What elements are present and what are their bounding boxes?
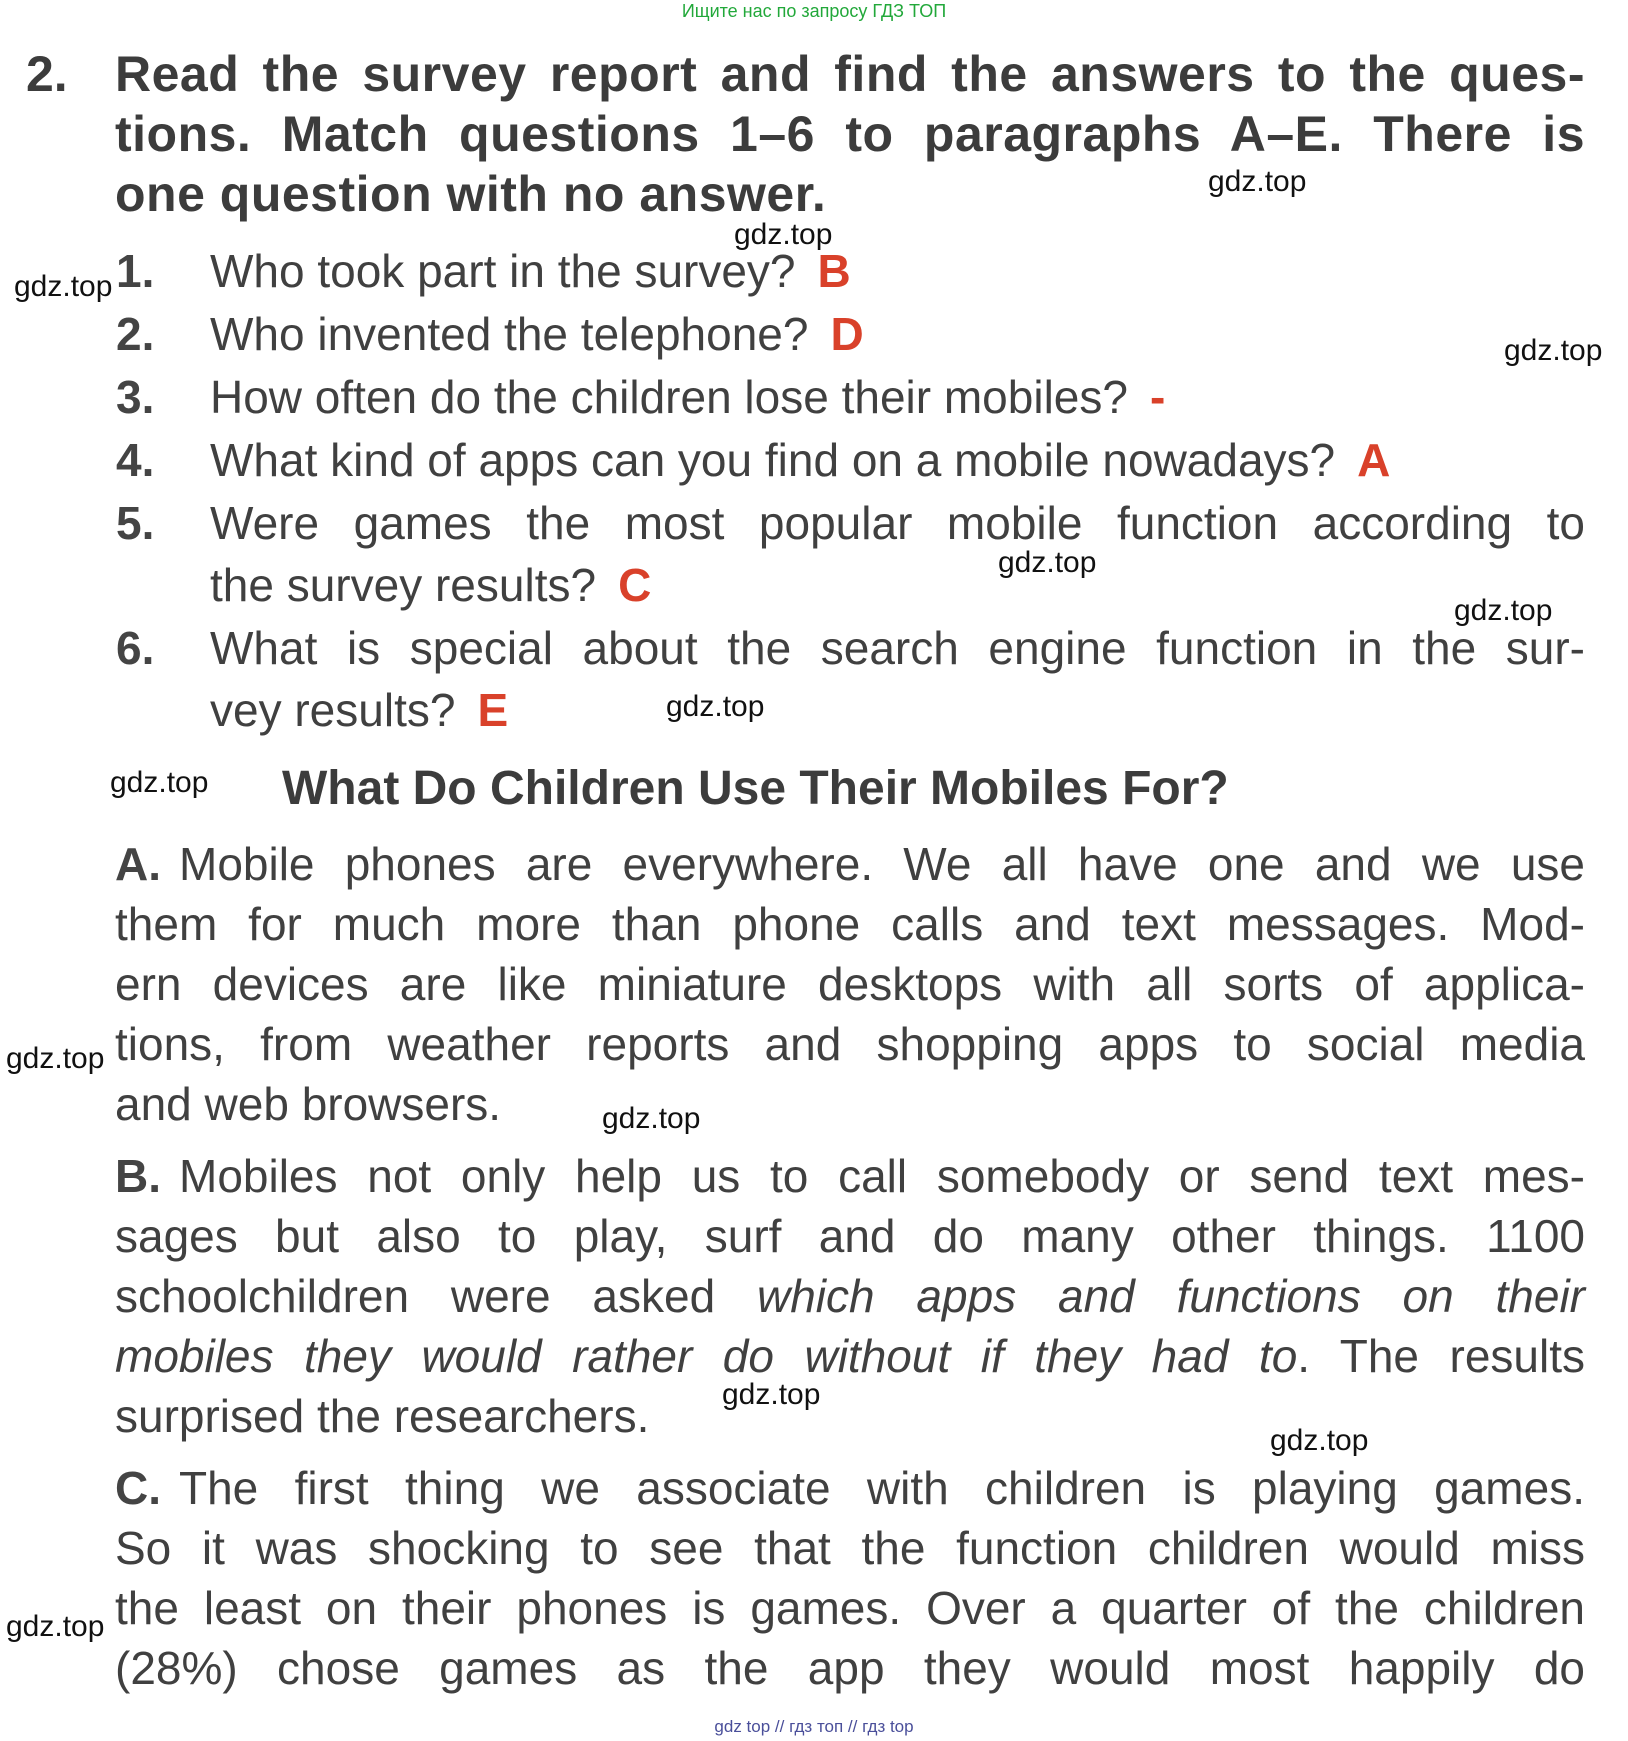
watermark: gdz.top	[1504, 334, 1603, 367]
paragraph-c	[115, 1458, 1585, 1698]
question-line: How often do the children lose their mobiles?	[210, 371, 1128, 423]
question-line: Were games the most popular mobile function according to	[210, 497, 1585, 549]
watermark: gdz.top	[110, 766, 209, 799]
paragraph-line: tions, from weather reports and shopping apps to social media	[115, 1018, 1585, 1070]
paragraph-line	[115, 1146, 1585, 1206]
paragraph-line: them for much more than phone calls and text messages. Mod-	[115, 898, 1585, 950]
paragraph-line: ern devices are like miniature desktops with all sorts of applica-	[115, 958, 1585, 1010]
search-hint-banner: Ищите нас по запросу ГДЗ ТОП	[681, 1, 947, 21]
answer-letter: B	[817, 245, 851, 297]
question-number: 3.	[116, 371, 155, 423]
article-title: What Do Children Use Their Mobiles For?	[282, 762, 1229, 815]
question-number: 1.	[116, 245, 155, 297]
question-number: 5.	[116, 497, 155, 549]
question-number: 4.	[116, 434, 155, 486]
watermark: gdz.top	[734, 218, 833, 251]
survey-question-italic: which apps and functions on their	[757, 1270, 1585, 1322]
paragraph-text: The first thing we associate with children is playing games.	[179, 1462, 1585, 1514]
watermark: gdz.top	[1270, 1424, 1369, 1457]
watermark: gdz.top	[998, 546, 1097, 579]
footer-note: gdz top // гдз топ // гдз top	[714, 1717, 914, 1736]
paragraph-line	[115, 1266, 1585, 1326]
paragraph-letter: C.	[115, 1462, 161, 1514]
paragraph-line: the least on their phones is games. Over a quarter of the children	[115, 1582, 1585, 1634]
watermark: gdz.top	[666, 690, 765, 723]
task-heading-line: one question with no answer.	[115, 166, 827, 222]
paragraph-line	[115, 834, 1585, 894]
question-line: What kind of apps can you find on a mobile nowadays?	[210, 434, 1336, 486]
watermark: gdz.top	[722, 1378, 821, 1411]
question-text	[210, 492, 1585, 616]
paragraph-text: schoolchildren were asked	[115, 1270, 757, 1322]
question-text	[210, 617, 1585, 741]
answer-letter: C	[618, 559, 652, 611]
paragraph-text: . The results	[1297, 1330, 1585, 1382]
paragraph-line	[115, 1458, 1585, 1518]
question-line: Who took part in the survey?	[210, 245, 796, 297]
watermark: gdz.top	[6, 1042, 105, 1075]
question-number: 6.	[116, 622, 155, 674]
paragraph-line: and web browsers.	[115, 1078, 502, 1130]
answer-letter: D	[830, 308, 864, 360]
answer-letter: -	[1149, 371, 1166, 423]
paragraph-text: Mobiles not only help us to call somebody or send text mes-	[179, 1150, 1585, 1202]
paragraph-line: So it was shocking to see that the function children would miss	[115, 1522, 1585, 1574]
answer-letter: A	[1357, 434, 1391, 486]
paragraph-text: Mobile phones are everywhere. We all have one and we use	[179, 838, 1585, 890]
question-number: 2.	[116, 308, 155, 360]
question-line: the survey results?	[210, 559, 597, 611]
paragraph-letter: A.	[115, 838, 161, 890]
watermark: gdz.top	[14, 270, 113, 303]
question-line: What is special about the search engine function in the sur-	[210, 622, 1585, 674]
task-number: 2.	[26, 46, 68, 102]
paragraph-a	[115, 834, 1585, 1134]
watermark: gdz.top	[602, 1102, 701, 1135]
task-heading-line: tions. Match questions 1–6 to paragraphs A–E. There is	[115, 106, 1585, 162]
watermark: gdz.top	[1454, 594, 1553, 627]
answer-letter: E	[477, 684, 509, 736]
paragraph-line	[115, 1326, 1585, 1386]
paragraph-b	[115, 1146, 1585, 1446]
question-line: Who invented the telephone?	[210, 308, 809, 360]
paragraph-line: (28%) chose games as the app they would most happily do	[115, 1642, 1585, 1694]
watermark: gdz.top	[1208, 165, 1307, 198]
watermark: gdz.top	[6, 1610, 105, 1643]
paragraph-line: sages but also to play, surf and do many other things. 1100	[115, 1210, 1585, 1262]
survey-question-italic: mobiles they would rather do without if they had to	[115, 1330, 1298, 1382]
question-line: vey results?	[210, 684, 456, 736]
question-text	[210, 429, 1390, 491]
task-heading	[115, 44, 1585, 224]
question-text	[210, 303, 864, 365]
paragraph-line: surprised the researchers.	[115, 1390, 650, 1442]
task-heading-line: Read the survey report and find the answers to the ques-	[115, 46, 1585, 102]
paragraph-letter: B.	[115, 1150, 161, 1202]
question-text	[210, 366, 1165, 428]
